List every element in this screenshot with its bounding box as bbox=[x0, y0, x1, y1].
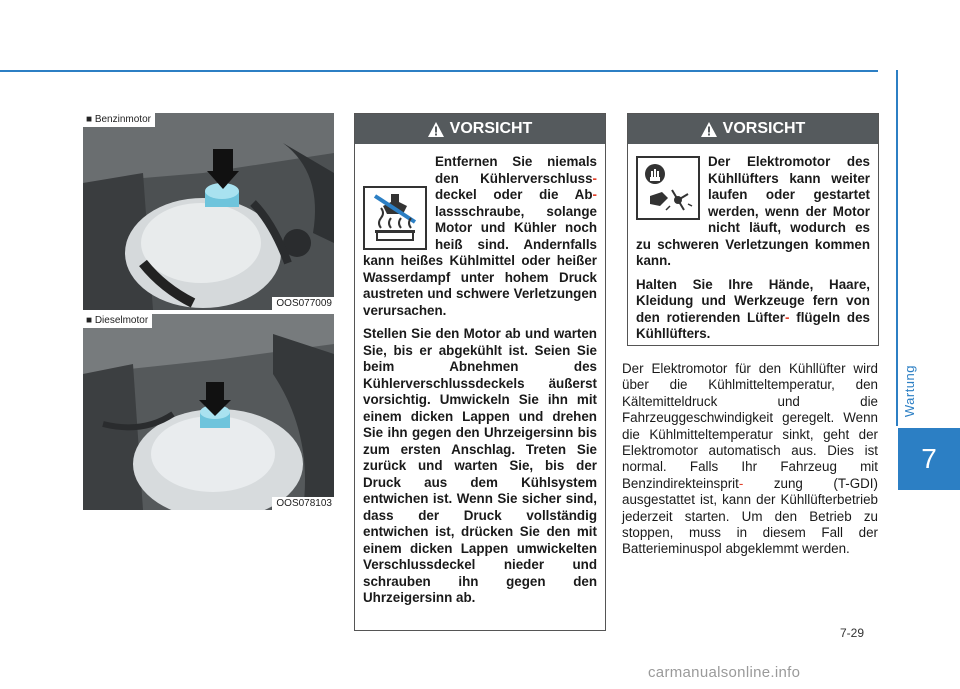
photo-label: ■ Benzinmotor bbox=[83, 113, 155, 127]
text-segment: Halten Sie Ihre Hände, Haare, Kleidung und Werkzeuge fern von den rotierenden Lüfter bbox=[636, 276, 870, 325]
caution-box-radiator-cap bbox=[354, 113, 606, 631]
hyphen-mark: - bbox=[784, 309, 790, 325]
caution-paragraph: Der Elektromotor des Kühllüfters kann weiter laufen oder gestartet werden, wenn der Motor nicht läuft, wodurch es zu schweren Verletzungen kommen kann. bbox=[636, 154, 870, 268]
engine-photo-petrol bbox=[83, 113, 334, 310]
text-segment: Entfernen Sie niemals den Kühlerverschluss bbox=[435, 154, 597, 186]
engine-photo-petrol-drawing bbox=[83, 113, 334, 310]
page-number: 7-29 bbox=[840, 626, 865, 640]
text-segment: zung (T-GDI) ausgestattet ist, kann der Kühllüfterbetrieb jederzeit starten. Um den Betrieb zu stoppen, muss in diesem Fall der Batterieminuspol abgeklemmt werden. bbox=[622, 475, 878, 557]
hand-fan-icon bbox=[636, 156, 700, 220]
section-label: Wartung bbox=[902, 365, 917, 418]
watermark: carmanualsonline.info bbox=[648, 664, 801, 681]
engine-photo-diesel bbox=[83, 314, 334, 510]
caution-title: VORSICHT bbox=[449, 120, 533, 137]
text-segment: Der Elektromotor für den Kühllüfter wird über die Kühlmitteltemperatur, den Kältemitteldruck und die Fahrzeuggeschwindigkeit geregelt. Wenn die Kühlmitteltemperatur sinkt, geht der Elektromotor automatisch aus. Dies ist normal. Falls Ihr Fahrzeug mit Benzindirekteinsprit bbox=[622, 361, 878, 491]
warning-triangle-icon bbox=[701, 122, 717, 137]
warning-triangle-icon bbox=[428, 122, 444, 137]
caution-paragraph bbox=[636, 277, 870, 343]
body-paragraph bbox=[622, 361, 878, 558]
engine-photo-diesel-drawing bbox=[83, 314, 334, 510]
caution-box-fan bbox=[627, 113, 879, 346]
photo-code: OOS078103 bbox=[272, 497, 334, 510]
hyphen-mark: - bbox=[592, 187, 597, 202]
top-rule bbox=[0, 70, 878, 72]
caution-title: VORSICHT bbox=[722, 120, 806, 137]
photo-code: OOS077009 bbox=[272, 297, 334, 310]
hot-coolant-icon bbox=[363, 186, 427, 250]
text-segment: flügeln des Kühllüfters. bbox=[636, 309, 870, 341]
text-segment: deckel oder die Ab bbox=[435, 187, 593, 202]
caution-body bbox=[628, 144, 878, 358]
text-segment: lassschraube, solange Motor und Kühler noch heiß sind. Andernfalls kann heißes Kühlmittel oder heißer Wasserdampf unter hohem Druck austreten und schwere Verletzungen verursachen. bbox=[363, 203, 597, 318]
hyphen-mark: - bbox=[738, 475, 744, 491]
chapter-badge bbox=[898, 428, 960, 490]
caution-header bbox=[355, 114, 605, 144]
photo-label: ■ Dieselmotor bbox=[83, 314, 152, 328]
caution-header bbox=[628, 114, 878, 144]
chapter-number: 7 bbox=[921, 443, 937, 474]
caution-paragraph: Stellen Sie den Motor ab und warten Sie, bis er abgekühlt ist. Seien Sie beim Abnehmen des Kühlerverschlussdeckels äußerst vorsichtig. Umwickeln Sie ihn mit einem dicken Lappen und drehen Sie ihn gegen den Uhrzeigersinn bis zum ersten Anschlag. Treten Sie zurück und warten Sie, bis der Druck aus dem Kühlsystem entwichen ist. Wenn Sie sicher sind, dass der Druck vollständig entwichen ist, drücken Sie den mit einem dicken Lappen umwickelten Verschlussdeckel nieder und schrauben ihn gegen den Uhrzeigersinn ab. bbox=[363, 326, 597, 605]
side-rule bbox=[896, 70, 898, 426]
caution-body bbox=[355, 144, 605, 622]
hyphen-mark: - bbox=[592, 170, 597, 186]
